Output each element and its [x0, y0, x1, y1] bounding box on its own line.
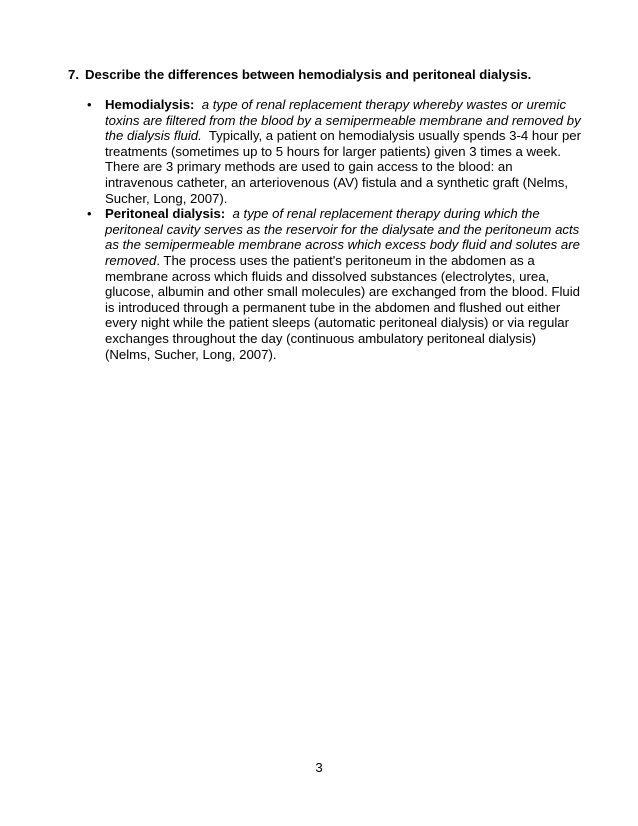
- bullet-dot-icon: •: [87, 206, 92, 222]
- question-number: 7.: [68, 67, 79, 82]
- bullet-peritoneal-dialysis: [87, 206, 583, 362]
- definition-hemodialysis: a type of renal replacement therapy whereby wastes or uremic toxins are filtered from the blood by a semipermeable membrane and removed by the dialysis fluid.: [105, 97, 581, 144]
- body-hemodialysis: Typically, a patient on hemodialysis usually spends 3-4 hour per treatments (sometimes up to 5 hours for larger patients) given 3 times a week. There are 3 primary methods are used to gain access to the blood: an intravenous catheter, an arteriovenous (AV) fistula and a synthetic graft (Nelms, Sucher, Long, 2007).: [105, 128, 581, 206]
- term-peritoneal-dialysis: Peritoneal dialysis:: [105, 206, 226, 222]
- body-peritoneal-dialysis: . The process uses the patient's peritoneum in the abdomen as a membrane across which fluids and dissolved substances (electrolytes, urea, glucose, albumin and other small molecules) are exchanged from the blood. Fluid is introduced through a permanent tube in the abdomen and flushed out either every night while the patient sleeps (automatic peritoneal dialysis) or via regular exchanges throughout the day (continuous ambulatory peritoneal dialysis) (Nelms, Sucher, Long, 2007).: [105, 252, 581, 362]
- term-hemodialysis: Hemodialysis:: [105, 97, 195, 112]
- question-heading: [68, 67, 588, 83]
- definition-peritoneal-dialysis: a type of renal replacement therapy during which the peritoneal cavity serves as the reservoir for the dialysate and the peritoneum acts as the semipermeable membrane across which excess body fluid and solutes are removed: [105, 206, 580, 268]
- page-number: 3: [315, 760, 323, 775]
- answer-bullet-list: [87, 97, 583, 362]
- question-text: Describe the differences between hemodialysis and peritoneal dialysis.: [85, 67, 532, 82]
- bullet-dot-icon: •: [87, 97, 92, 112]
- bullet-hemodialysis: [87, 97, 583, 206]
